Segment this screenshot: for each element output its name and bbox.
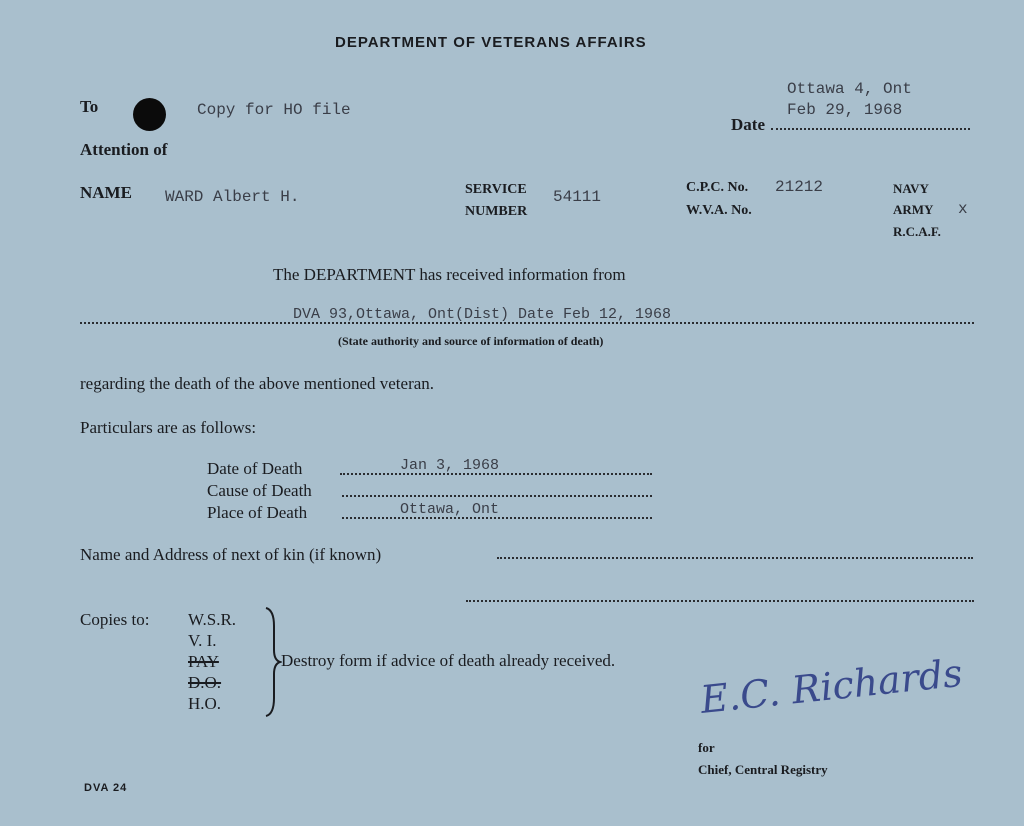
date-of-death-value: Jan 3, 1968: [400, 457, 500, 474]
name-label: NAME: [80, 183, 132, 202]
branch-rcaf: R.C.A.F.: [893, 224, 941, 239]
to-label: To: [80, 97, 99, 116]
cpc-label: C.P.C. No.: [686, 180, 749, 195]
form-title: DEPARTMENT OF VETERANS AFFAIRS: [335, 34, 647, 51]
copies-brace: [262, 606, 282, 718]
form-code: DVA 24: [84, 782, 128, 794]
signature: E.C. Richards: [698, 650, 965, 722]
info-intro: The DEPARTMENT has received information from: [273, 265, 626, 284]
attention-label: Attention of: [80, 140, 168, 159]
hole-punch: [133, 98, 166, 131]
branch-navy: NAVY: [893, 181, 929, 196]
date-of-death-label: Date of Death: [207, 459, 303, 478]
signature-for: for: [698, 740, 715, 755]
to-value: Copy for HO file: [197, 101, 351, 119]
copies-item: W.S.R.: [188, 610, 237, 629]
copies-label: Copies to:: [80, 610, 150, 629]
info-source-value: DVA 93,Ottawa, Ont(Dist) Date Feb 12, 1968: [293, 306, 672, 323]
copies-note: Destroy form if advice of death already received.: [281, 651, 616, 670]
copies-item: V. I.: [188, 631, 217, 650]
regarding-text: regarding the death of the above mentioned veteran.: [80, 374, 435, 393]
place-of-death-value: Ottawa, Ont: [400, 501, 500, 518]
service-number-label-2: NUMBER: [465, 204, 528, 219]
service-number-value: 54111: [553, 188, 602, 206]
copies-item-struck: PAY: [188, 652, 219, 671]
info-source-caption: (State authority and source of information of death): [338, 334, 604, 348]
cpc-value: 21212: [775, 178, 824, 196]
copies-item-struck: D.O.: [188, 673, 222, 692]
date-line: [771, 128, 970, 130]
cause-of-death-line: [342, 495, 652, 497]
date-label: Date: [731, 115, 765, 134]
location-value: Ottawa 4, Ont: [787, 80, 912, 98]
next-of-kin-line-2: [466, 600, 974, 602]
date-value: Feb 29, 1968: [787, 101, 903, 119]
name-value: WARD Albert H.: [165, 188, 300, 206]
wva-label: W.V.A. No.: [686, 203, 752, 218]
next-of-kin-label: Name and Address of next of kin (if known): [80, 545, 382, 564]
place-of-death-label: Place of Death: [207, 503, 308, 522]
signature-title: Chief, Central Registry: [698, 762, 828, 777]
branch-army: ARMY: [893, 202, 934, 217]
army-check-mark: x: [958, 200, 968, 218]
service-number-label-1: SERVICE: [465, 182, 527, 197]
cause-of-death-label: Cause of Death: [207, 481, 312, 500]
next-of-kin-line-1: [497, 557, 973, 559]
particulars-heading: Particulars are as follows:: [80, 418, 257, 437]
copies-item: H.O.: [188, 694, 222, 713]
